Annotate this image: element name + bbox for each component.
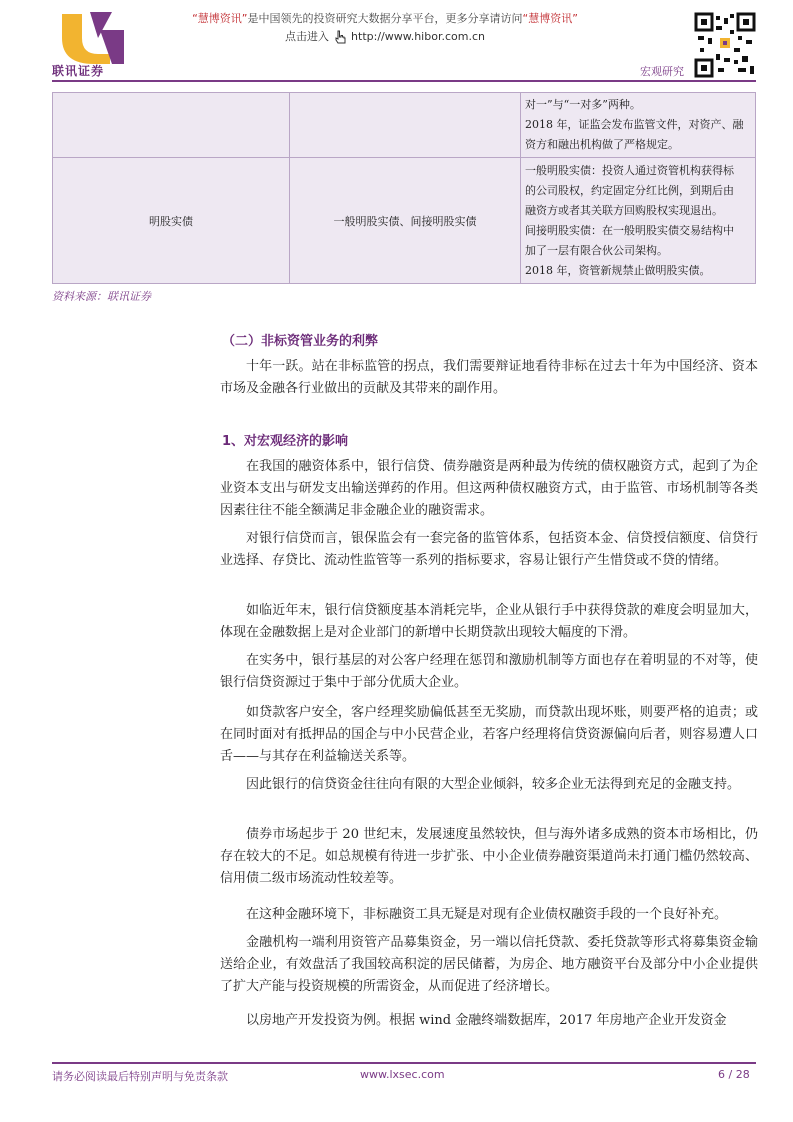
table-cell: [290, 93, 521, 158]
qr-code-icon: [694, 12, 756, 78]
table-row: [53, 158, 756, 284]
body-paragraph: 如临近年末，银行信贷额度基本消耗完毕，企业从银行手中获得贷款的难度会明显加大，体现在金融数据上是对企业部门的新增中长期贷款出现较大幅度的下滑。: [220, 603, 758, 640]
body-paragraph: 在这种金融环境下，非标融资工具无疑是对现有企业债权融资手段的一个良好补充。: [246, 907, 728, 922]
cell-line: 对一”与“一对多”两种。: [525, 98, 641, 111]
table-cell: 一般明股实债、间接明股实债: [290, 158, 521, 284]
header-divider: [52, 80, 756, 82]
subsection-heading: 1、对宏观经济的影响: [222, 434, 349, 449]
table-source: 资料来源：联讯证券: [52, 290, 151, 303]
cell-line: 2018 年，证监会发布监管文件，对资产、融: [525, 118, 744, 131]
cell-line: 的公司股权，约定固定分红比例，到期后由: [525, 183, 734, 197]
header-tagline: [150, 10, 620, 26]
footer-divider: [52, 1062, 756, 1064]
hand-cursor-icon: [333, 30, 347, 44]
body-paragraph: 在我国的融资体系中，银行信贷、债券融资是两种最为传统的债权融资方式，起到了为企业资本支出与研发支出输送弹药的作用。但这两种债权融资方式，由于监管、市场机制等各类因素往往不能全额满足非金融企业的融资需求。: [220, 459, 758, 518]
body-paragraph: 因此银行的信贷资金往往向有限的大型企业倾斜，较多企业无法得到充足的金融支持。: [246, 777, 741, 792]
cell-line: 加了一层有限合伙公司架构。: [525, 243, 668, 257]
hibor-link[interactable]: http://www.hibor.com.cn: [351, 30, 485, 43]
cell-line: 一般明股实债：投资人通过资管机构获得标: [525, 163, 734, 177]
brand-name: “慧博资讯”: [192, 12, 248, 25]
section-label: 宏观研究: [640, 65, 684, 78]
cell-line: 资方和融出机构做了严格规定。: [525, 138, 679, 151]
brand-name-2: “慧博资讯”: [522, 12, 578, 25]
logo-text: 联讯证券: [52, 64, 105, 78]
table-cell: 明股实债: [53, 158, 290, 284]
structure-table: [52, 92, 756, 284]
body-paragraph: 金融机构一端利用资管产品募集资金，另一端以信托贷款、委托贷款等形式将募集资金输送给企业，有效盘活了我国较高积淀的居民储蓄，为房企、地方融资平台及部分中小企业提供了扩大产能与投资规模的所需资金，从而促进了经济增长。: [220, 935, 758, 994]
cell-line: 2018 年，资管新规禁止做明股实债。: [525, 263, 711, 277]
body-paragraph: 如贷款客户安全，客户经理奖励偏低甚至无奖励，而贷款出现坏账，则要严格的追责；或在同时面对有抵押品的国企与中小民营企业，若客户经理将信贷资源偏向后者，则容易遭人口舌——与其存在利益输送关系等。: [220, 705, 758, 764]
header-link-line: [150, 28, 620, 44]
page-number: 6 / 28: [718, 1068, 750, 1081]
table-cell: [521, 158, 756, 284]
table-cell: [521, 93, 756, 158]
cell-line: 间接明股实债：在一般明股实债交易结构中: [525, 223, 734, 237]
footer-disclaimer: 请务必阅读最后特别声明与免责条款: [52, 1070, 228, 1083]
body-paragraph: 债券市场起步于 20 世纪末，发展速度虽然较快，但与海外诸多成熟的资本市场相比，仍存在较大的不足。如总规模有待进一步扩张、中小企业债券融资渠道尚未打通门槛仍然较高、信用债二级市场流动性较差等。: [220, 827, 758, 886]
body-paragraph: 以房地产开发投资为例。根据 wind 金融终端数据库，2017 年房地产企业开发资金: [246, 1013, 727, 1028]
tagline-text: 是中国领先的投资研究大数据分享平台，更多分享请访问: [247, 12, 523, 25]
click-text: 点击进入: [285, 30, 330, 43]
body-paragraph: 对银行信贷而言，银保监会有一套完备的监管体系，包括资本金、信贷授信额度、信贷行业选择、存贷比、流动性监管等一系列的指标要求，容易让银行产生惜贷或不贷的情绪。: [220, 531, 758, 568]
table-cell: [53, 93, 290, 158]
cell-line: 融资方或者其关联方回购股权实现退出。: [525, 203, 723, 217]
table-row: [53, 93, 756, 158]
intro-paragraph: 十年一跃。站在非标监管的拐点，我们需要辩证地看待非标在过去十年为中国经济、资本市场及金融各行业做出的贡献及其带来的副作用。: [220, 359, 758, 396]
footer-site-link[interactable]: www.lxsec.com: [360, 1068, 445, 1081]
section-heading: （二）非标资管业务的利弊: [222, 334, 379, 349]
body-paragraph: 在实务中，银行基层的对公客户经理在惩罚和激励机制等方面也存在着明显的不对等，使银行信贷资源过于集中于部分优质大企业。: [220, 653, 758, 690]
